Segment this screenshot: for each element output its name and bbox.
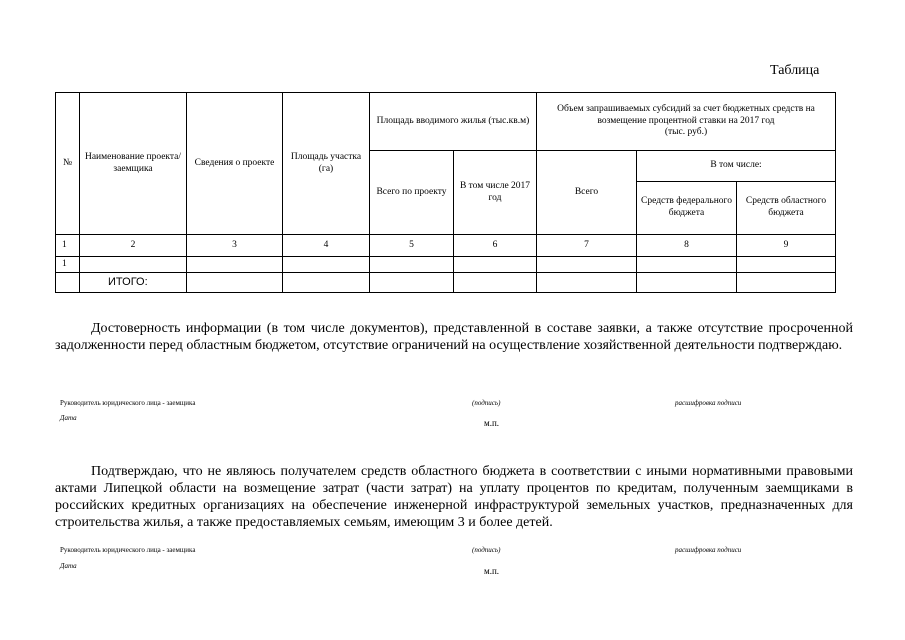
header-plot-area: Площадь участка (га): [283, 93, 370, 235]
header-subsidy-total: Всего: [537, 151, 637, 235]
table-caption: Таблица: [770, 63, 820, 78]
subsidy-request-table: [55, 92, 836, 293]
table-cell[interactable]: [637, 257, 737, 273]
table-cell[interactable]: [737, 273, 836, 293]
header-project-info: Сведения о проекте: [187, 93, 283, 235]
table-cell[interactable]: [537, 273, 637, 293]
header-including: В том числе:: [637, 151, 836, 182]
table-cell[interactable]: [737, 257, 836, 273]
signature-label-2: (подпись): [472, 546, 501, 554]
col-number-9: 9: [737, 235, 836, 257]
date-label-2: Дата: [60, 562, 77, 570]
col-number-7: 7: [537, 235, 637, 257]
total-label: ИТОГО:: [80, 273, 187, 293]
table-row: [56, 257, 836, 273]
header-regional-budget: Средств областного бюджета: [737, 182, 836, 235]
table-cell[interactable]: [80, 257, 187, 273]
col-number-8: 8: [637, 235, 737, 257]
header-subsidy-volume: [537, 93, 836, 151]
col-number-3: 3: [187, 235, 283, 257]
header-project-name: Наименование проекта/ заемщика: [80, 93, 187, 235]
header-subsidy-title: Объем запрашиваемых субсидий за счет бюджетных средств на возмещение процентной ставки на 2017 год: [557, 103, 815, 126]
header-federal-budget: Средств федерального бюджета: [637, 182, 737, 235]
signature-decoding-label-2: расшифровка подписи: [675, 546, 742, 554]
col-number-5: 5: [370, 235, 454, 257]
table-cell[interactable]: [370, 257, 454, 273]
table-cell[interactable]: [637, 273, 737, 293]
col-number-4: 4: [283, 235, 370, 257]
stamp-label-1: м.п.: [484, 418, 500, 428]
signature-decoding-label-1: расшифровка подписи: [675, 399, 742, 407]
header-num: №: [56, 93, 80, 235]
col-number-2: 2: [80, 235, 187, 257]
column-number-row: [56, 235, 836, 257]
stamp-label-2: м.п.: [484, 566, 500, 576]
table-cell[interactable]: [187, 257, 283, 273]
header-housing-area: Площадь вводимого жилья (тыс.кв.м): [370, 93, 537, 151]
header-subsidy-unit: (тыс. руб.): [664, 127, 708, 138]
total-row: [56, 273, 836, 293]
table-cell[interactable]: [187, 273, 283, 293]
header-housing-2017: В том числе 2017 год: [454, 151, 537, 235]
row-number: 1: [56, 257, 80, 273]
table-cell[interactable]: [283, 257, 370, 273]
signature-head-label-1: Руководитель юридического лица - заемщика: [60, 399, 196, 407]
confirmation-paragraph-2: Подтверждаю, что не являюсь получателем средств областного бюджета в соответствии с иными нормативными правовыми актами Липецкой области на возмещение затрат (части затрат) на уплату процентов по кредитам, полученным заемщиками в российских кредитных организациях на обеспечение инженерной инфраструктурой земельных участков, предназначенных для строительства жилья, а также предоставляемых семьям, имеющим 3 и более детей.: [55, 464, 853, 530]
table-cell: [56, 273, 80, 293]
signature-label-1: (подпись): [472, 399, 501, 407]
confirmation-paragraph-1: Достоверность информации (в том числе документов), представленной в составе заявки, а также отсутствие просроченной задолженности перед областным бюджетом, отсутствие ограничений на осуществление хозяйственной деятельности подтверждаю.: [55, 321, 853, 353]
header-housing-total: Всего по проекту: [370, 151, 454, 235]
col-number-6: 6: [454, 235, 537, 257]
table-cell[interactable]: [537, 257, 637, 273]
table-cell[interactable]: [370, 273, 454, 293]
signature-head-label-2: Руководитель юридического лица - заемщика: [60, 546, 196, 554]
table-cell[interactable]: [454, 257, 537, 273]
table-cell[interactable]: [454, 273, 537, 293]
col-number-1: 1: [56, 235, 80, 257]
date-label-1: Дата: [60, 414, 77, 422]
table-cell[interactable]: [283, 273, 370, 293]
